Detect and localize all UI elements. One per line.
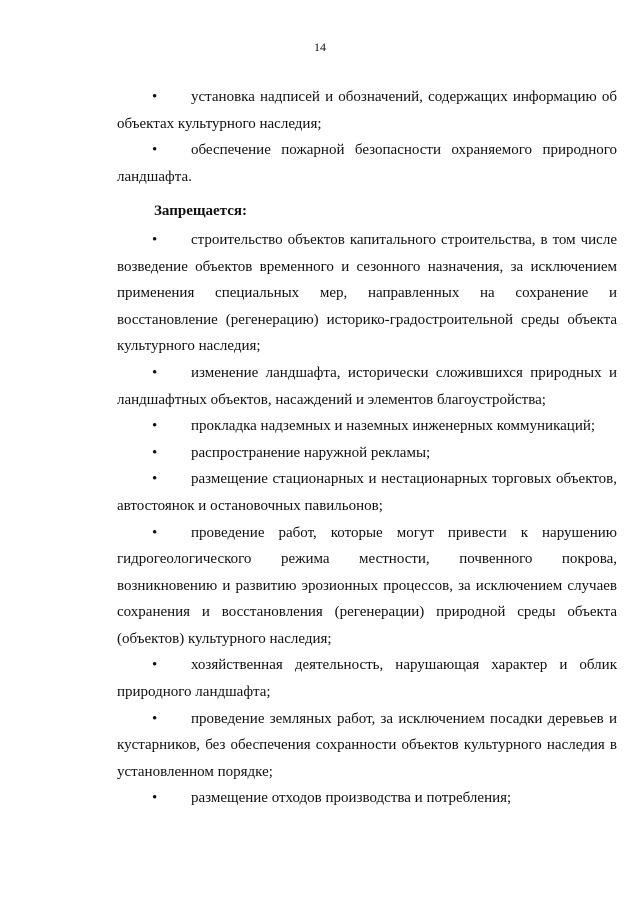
list-item-text: прокладка надземных и наземных инженерных коммуникаций; (191, 418, 596, 435)
bullet: • (152, 418, 158, 435)
list-item (117, 137, 617, 190)
list-item (117, 227, 617, 360)
list-item-text: изменение ландшафта, исторически сложившихся природных и ландшафтных объектов, насаждений и элементов благоустройства; (117, 364, 617, 408)
list-item (117, 520, 617, 653)
bullet: • (152, 364, 158, 381)
list-item (117, 413, 617, 440)
list-item-text: строительство объектов капитального строительства, в том числе возведение объектов временного и сезонного назначения, за исключением применения специальных мер, направленных на сохранение и восстановление (регенерацию) историко-градостроительной среды объекта культурного наследия; (117, 231, 617, 355)
section-heading: Запрещается: (154, 203, 248, 220)
list-item (117, 466, 617, 519)
list-item-text: установка надписей и обозначений, содержащих информацию об объектах культурного наследия; (117, 89, 617, 132)
list-item-text: проведение работ, которые могут привести к нарушению гидрогеологического режима местности, почвенного покрова, возникновению и развитию эрозионных процессов, за исключением случаев сохранения и восстановления (регенерации) природной среды объекта (объектов) культурного наследия; (117, 524, 617, 647)
bullet: • (152, 524, 158, 541)
list-item (117, 360, 617, 413)
bullet: • (152, 471, 158, 488)
list-item (117, 440, 617, 467)
bullet: • (152, 657, 158, 674)
bullet: • (152, 231, 158, 248)
bullet: • (152, 89, 158, 105)
list-item-text: распространение наружной рекламы; (191, 444, 431, 461)
list-item (117, 706, 617, 786)
page-number: 14 (314, 40, 326, 54)
list-item (117, 84, 617, 137)
list-item-text: проведение земляных работ, за исключением посадки деревьев и кустарников, без обеспечения сохранности объектов культурного наследия в установленном порядке; (117, 710, 617, 780)
list-item-text: размещение отходов производства и потребления; (191, 790, 512, 807)
list-item (117, 785, 617, 812)
bullet: • (152, 710, 158, 727)
list-item-text: хозяйственная деятельность, нарушающая характер и облик природного ландшафта; (117, 657, 617, 701)
bullet: • (152, 444, 158, 461)
bullet: • (152, 790, 158, 807)
list-item-text: размещение стационарных и нестационарных торговых объектов, автостоянок и остановочных павильонов; (117, 471, 617, 514)
list-item-text: обеспечение пожарной безопасности охраняемого природного ландшафта. (117, 142, 617, 185)
list-item (117, 652, 617, 705)
bullet: • (152, 142, 158, 159)
document-body (117, 84, 617, 812)
